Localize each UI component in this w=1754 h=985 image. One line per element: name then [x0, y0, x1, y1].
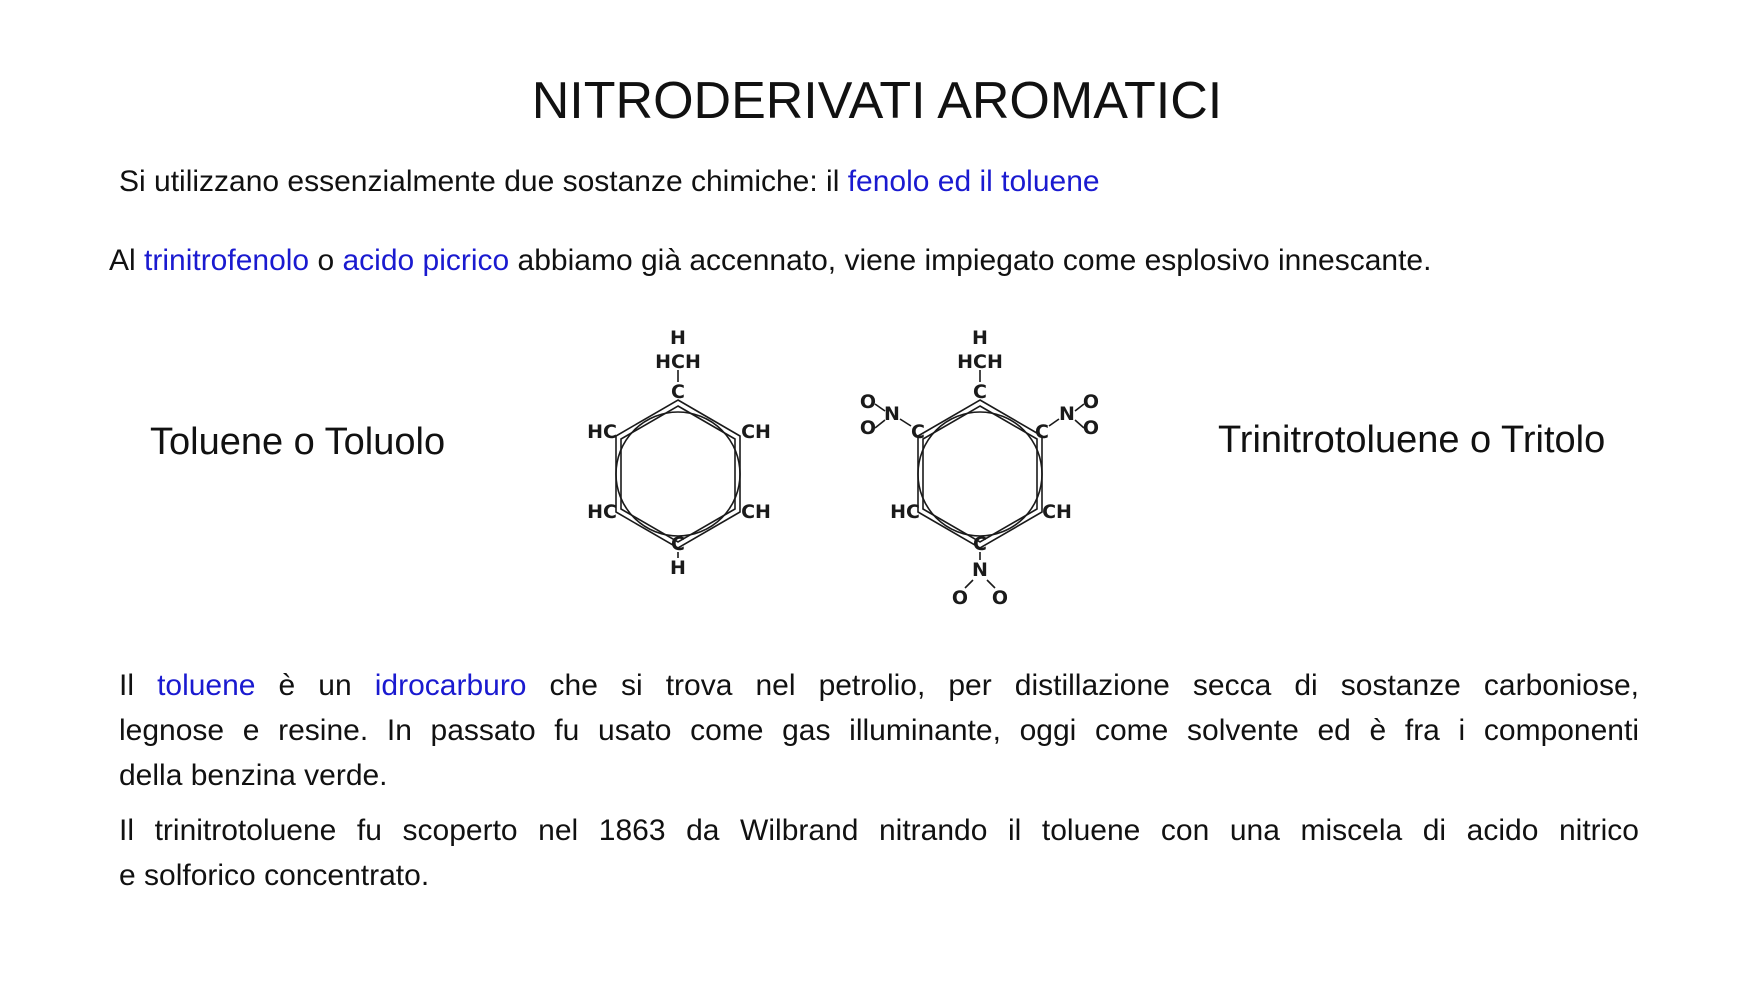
picric-mid: o — [309, 244, 343, 277]
tnt-label: Trinitrotoluene o Tritolo — [1218, 419, 1606, 461]
tnt-nitro-left-o2: O — [859, 417, 877, 439]
toluene-para-w1: Il — [119, 669, 158, 702]
tnt-lower-left: HC — [890, 501, 920, 523]
toluene-para-w2: è un — [255, 669, 375, 702]
intro-line — [119, 162, 1100, 202]
tnt-nitro-left-o1: O — [859, 391, 877, 413]
toluene-bottom-c: C — [671, 533, 685, 555]
tnt-top-c: C — [973, 381, 987, 403]
tnt-nitro-bottom-o1: O — [951, 587, 969, 609]
tnt-nitro-left-n: N — [884, 403, 900, 425]
picric-pre: Al — [109, 244, 145, 277]
toluene-upper-right: CH — [741, 421, 771, 443]
toluene-lower-right: CH — [741, 501, 771, 523]
toluene-upper-left: HC — [587, 421, 617, 443]
toluene-top-ch: HCH — [655, 351, 701, 373]
tnt-paragraph-line-1: Il trinitrotoluene fu scoperto nel 1863 da Wilbrand nitrando il toluene con una miscela di acido nitrico — [119, 814, 1639, 847]
slide-title: NITRODERIVATI AROMATICI — [531, 72, 1223, 130]
toluene-para-w3: che si trova nel petrolio, per distillazione secca di sostanze carboniose, — [526, 669, 1639, 702]
toluene-paragraph — [119, 663, 1639, 798]
tnt-paragraph — [119, 808, 1639, 898]
intro-highlight: fenolo ed il toluene — [847, 165, 1100, 198]
tnt-bottom-c: C — [973, 533, 987, 555]
picric-post: abbiamo già accennato, viene impiegato come esplosivo innescante. — [509, 244, 1432, 277]
idrocarburo-term: idrocarburo — [374, 669, 527, 702]
toluene-paragraph-line-1 — [119, 663, 1639, 708]
tnt-nitro-right-n: N — [1059, 403, 1075, 425]
tnt-paragraph-line-2: e solforico concentrato. — [119, 859, 430, 892]
picric-term-acido-picrico: acido picrico — [342, 244, 510, 277]
tnt-aromatic-circle — [918, 412, 1042, 536]
tnt-top-ch: HCH — [957, 351, 1003, 373]
tnt-nitro-bottom-o2: O — [991, 587, 1009, 609]
toluene-top-h: H — [670, 327, 686, 349]
tnt-nitro-left-bond — [900, 419, 911, 426]
toluene-ring-hexagon — [616, 400, 740, 548]
toluene-paragraph-line-3: della benzina verde. — [119, 759, 388, 792]
toluene-bottom-h: H — [670, 557, 686, 579]
tnt-lower-right: CH — [1042, 501, 1072, 523]
tnt-upper-right-c: C — [1035, 421, 1049, 443]
tnt-top-h: H — [972, 327, 988, 349]
toluene-paragraph-line-2: legnose e resine. In passato fu usato come gas illuminante, oggi come solvente ed è fra i componenti — [119, 714, 1639, 747]
picric-term-trinitrofenolo: trinitrofenolo — [144, 244, 310, 277]
tnt-ring-hexagon — [918, 400, 1042, 548]
tnt-nitro-right-bond — [1049, 419, 1059, 426]
toluene-lower-left: HC — [587, 501, 617, 523]
picric-line — [109, 241, 1431, 281]
tnt-nitro-bottom-n: N — [972, 559, 988, 581]
tnt-nitro-right-o1: O — [1082, 391, 1100, 413]
tnt-nitro-right-o2: O — [1082, 417, 1100, 439]
toluene-aromatic-circle — [616, 412, 740, 536]
toluene-label: Toluene o Toluolo — [150, 421, 446, 463]
toluene-term: toluene — [157, 669, 256, 702]
intro-text: Si utilizzano essenzialmente due sostanze chimiche: il — [119, 165, 848, 198]
toluene-top-c: C — [671, 381, 685, 403]
toluene-structure — [560, 320, 800, 580]
tnt-structure — [845, 320, 1125, 620]
tnt-upper-left-c: C — [911, 421, 925, 443]
